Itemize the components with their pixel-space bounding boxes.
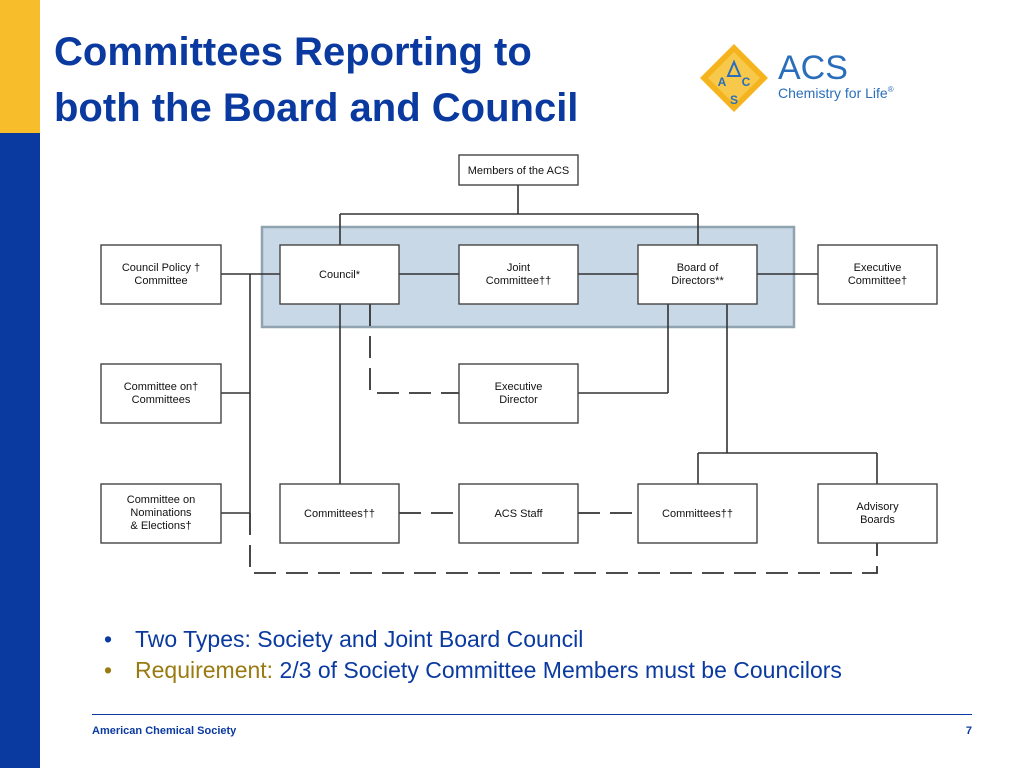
svg-text:ExecutiveDirector: Executive Director (494, 381, 543, 406)
node-acs-staff (459, 484, 578, 543)
node-board-of-directors (638, 245, 757, 304)
bullet-text: Two Types: Society and Joint Board Council (135, 626, 584, 652)
svg-text:Committee on†Committees: Committee on† Committees (123, 381, 199, 406)
svg-text:ExecutiveCommittee†: Executive Committee† (847, 262, 908, 287)
node-members-of-acs (459, 155, 578, 185)
bullet-marker: • (104, 626, 113, 652)
footer-organization: American Chemical Society (92, 725, 237, 737)
node-nominations-elections (101, 484, 221, 543)
node-council-policy-committee (101, 245, 221, 304)
node-executive-committee (818, 245, 937, 304)
bullet-text: 2/3 of Society Committee Members must be Councilors (273, 657, 842, 683)
page-number: 7 (965, 725, 972, 737)
svg-text:Council*: Council* (319, 269, 360, 281)
node-committees-right (638, 484, 757, 543)
bullet-marker: • (104, 657, 113, 683)
acs-wordmark: ACS (778, 49, 848, 87)
node-advisory-boards (818, 484, 937, 543)
footer-divider (92, 714, 972, 715)
title-line-2: both the Board and Council (54, 86, 579, 130)
node-council (280, 245, 399, 304)
svg-text:Board ofDirectors**: Board of Directors** (671, 262, 724, 287)
svg-text:Committee onNominations& Elect: Committee on Nominations & Elections† (126, 494, 196, 532)
emblem-letter-s: S (729, 93, 739, 107)
svg-text:AdvisoryBoards: Advisory Boards (856, 501, 899, 526)
bullet-item-requirement (104, 655, 842, 686)
node-executive-director (459, 364, 578, 423)
bullet-item-types (104, 624, 842, 655)
bullet-list (104, 624, 842, 686)
svg-text:JointCommittee††: Joint Committee†† (485, 262, 552, 287)
svg-text:Members of the ACS: Members of the ACS (467, 165, 570, 177)
svg-text:ACS Staff: ACS Staff (494, 508, 543, 520)
emblem-letter-a: A (717, 75, 727, 89)
bullet-lead-requirement: Requirement: (135, 657, 274, 683)
emblem-letter-c: C (741, 75, 751, 89)
node-committees-left (280, 484, 399, 543)
svg-text:Committees††: Committees†† (304, 508, 375, 520)
node-joint-committee (459, 245, 578, 304)
svg-text:Committees††: Committees†† (662, 508, 733, 520)
node-committee-on-committees (101, 364, 221, 423)
acs-tagline: Chemistry for Life (778, 85, 888, 101)
tagline-registered-mark: ® (887, 85, 894, 94)
svg-text:Council Policy †Committee: Council Policy † Committee (121, 262, 201, 287)
title-line-1: Committees Reporting to (54, 30, 532, 74)
